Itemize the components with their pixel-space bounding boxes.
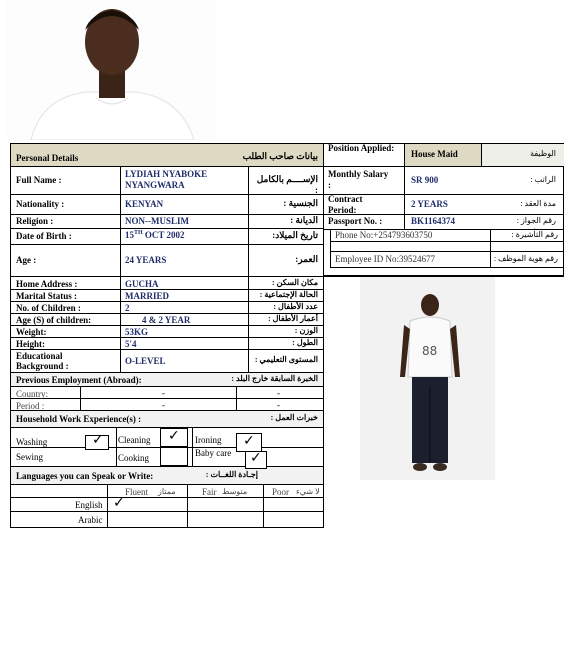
fluent-ar: ممتاز [158, 487, 176, 496]
household-heading: Household Work Experience(s) : [16, 414, 142, 424]
baby-care-checkbox[interactable]: ✓ [245, 451, 267, 469]
height-label: Height: [16, 339, 45, 349]
religion-label: Religion : [16, 216, 54, 226]
salary-label: Monthly Salary : [328, 169, 389, 190]
position-applied-label: Position Applied: [328, 143, 395, 153]
contract-value: 2 YEARS [411, 199, 448, 209]
age-label: Age : [16, 255, 37, 265]
poor-label: Poor [272, 487, 290, 497]
education-value: O-LEVEL [125, 356, 166, 366]
children-age-ar: أعمار الأطفال : [267, 314, 318, 323]
nationality-label: Nationality : [16, 199, 65, 209]
applicant-info-ar: بيانات صاحب الطلب [242, 151, 318, 161]
fair-ar: متوسط [222, 487, 248, 496]
ironing-label: Ironing [195, 435, 222, 445]
education-label: Educational Background : [16, 351, 69, 371]
employment-heading-ar: الخبرة السابقة خارج البلد : [231, 374, 318, 383]
age-value: 24 YEARS [125, 255, 167, 265]
household-heading-ar: خبرات العمل : [270, 413, 318, 422]
passport-ar: رقم الجواز : [516, 216, 556, 225]
children-value: 2 [125, 303, 130, 313]
fair-label: Fair [202, 487, 217, 497]
dob-label: Date of Birth : [16, 231, 72, 241]
religion-value: NON--MUSLIM [125, 216, 189, 226]
country-dash-1: - [162, 388, 165, 398]
country-label: Country: [16, 389, 49, 399]
children-ar: عدد الأطفال : [273, 302, 318, 311]
period-dash-2: - [277, 400, 280, 410]
salary-value: SR 900 [411, 175, 439, 185]
home-address-value: GUCHA [125, 279, 159, 289]
period-dash-1: - [162, 400, 165, 410]
visa-ar: رقم التأشيرة : [511, 230, 558, 239]
home-address-label: Home Address : [16, 279, 78, 289]
sewing-label: Sewing [16, 452, 43, 462]
salary-ar: الراتب : [530, 175, 556, 184]
employment-heading: Previous Employment (Abroad): [16, 375, 142, 385]
marital-label: Marital Status : [16, 291, 77, 301]
svg-text:88: 88 [422, 344, 438, 358]
dob-ar: تاريخ الميلاد: [272, 230, 318, 240]
english-label: English [75, 500, 103, 510]
full-name-label: Full Name : [16, 175, 62, 185]
washing-checkbox[interactable]: ✓ [85, 435, 109, 450]
position-value: House Maid [411, 149, 458, 159]
passport-value: BK1164374 [411, 216, 456, 226]
dob-value: 15TH OCT 2002 [125, 230, 185, 240]
languages-heading-ar: إجـادة اللغــات : [205, 470, 258, 479]
contract-ar: مدة العقد : [520, 199, 556, 208]
cooking-label: Cooking [118, 453, 150, 463]
nationality-ar: الجنسية : [283, 198, 318, 208]
full-name-value-2: NYANGWARA [125, 180, 185, 190]
weight-value: 53KG [125, 327, 149, 337]
contract-label: Contract Period: [328, 194, 363, 215]
education-ar: المستوى التعليمي : [254, 355, 318, 364]
employee-id: Employee ID No:39524677 [335, 254, 435, 264]
baby-care-label: Baby care [195, 448, 232, 458]
height-ar: الطول : [292, 338, 318, 347]
languages-heading: Languages you can Speak or Write: [16, 471, 154, 481]
cleaning-label: Cleaning [118, 435, 151, 445]
period-label: Period : [16, 401, 45, 411]
nationality-value: KENYAN [125, 199, 164, 209]
passport-label: Passport No. : [328, 216, 383, 226]
home-address-ar: مكان السكن : [272, 278, 318, 287]
weight-ar: الوزن : [294, 326, 318, 335]
children-label: No. of Children : [16, 303, 81, 313]
weight-label: Weight: [16, 327, 47, 337]
religion-ar: الديانة : [290, 215, 318, 225]
children-age-label: Age (S) of children: [16, 315, 92, 325]
poor-ar: لا شيء [296, 487, 320, 496]
washing-label: Washing [16, 437, 48, 447]
cleaning-checkbox[interactable]: ✓ [160, 428, 188, 447]
children-age-value: 4 & 2 YEAR [142, 315, 191, 325]
cooking-checkbox[interactable] [160, 447, 188, 466]
position-ar: الوظيفة [530, 149, 556, 158]
full-name-ar: الإســــم بالكامل : [256, 174, 318, 195]
personal-details-heading: Personal Details [16, 153, 79, 163]
full-name-value-1: LYDIAH NYABOKE [125, 169, 208, 179]
height-value: 5'4 [125, 339, 137, 349]
marital-value: MARRIED [125, 291, 169, 301]
employee-id-ar: رقم هوية الموظف : [493, 254, 558, 263]
phone-number: Phone No:+254793603750 [335, 230, 433, 240]
age-ar: العمر: [295, 254, 318, 264]
fluent-label: Fluent [125, 487, 149, 497]
ironing-checkbox[interactable]: ✓ [236, 433, 262, 452]
english-fluent-check[interactable]: ✓ [113, 495, 125, 511]
country-dash-2: - [277, 388, 280, 398]
arabic-label: Arabic [78, 515, 103, 525]
marital-ar: الحالة الإجتماعية : [259, 290, 318, 299]
